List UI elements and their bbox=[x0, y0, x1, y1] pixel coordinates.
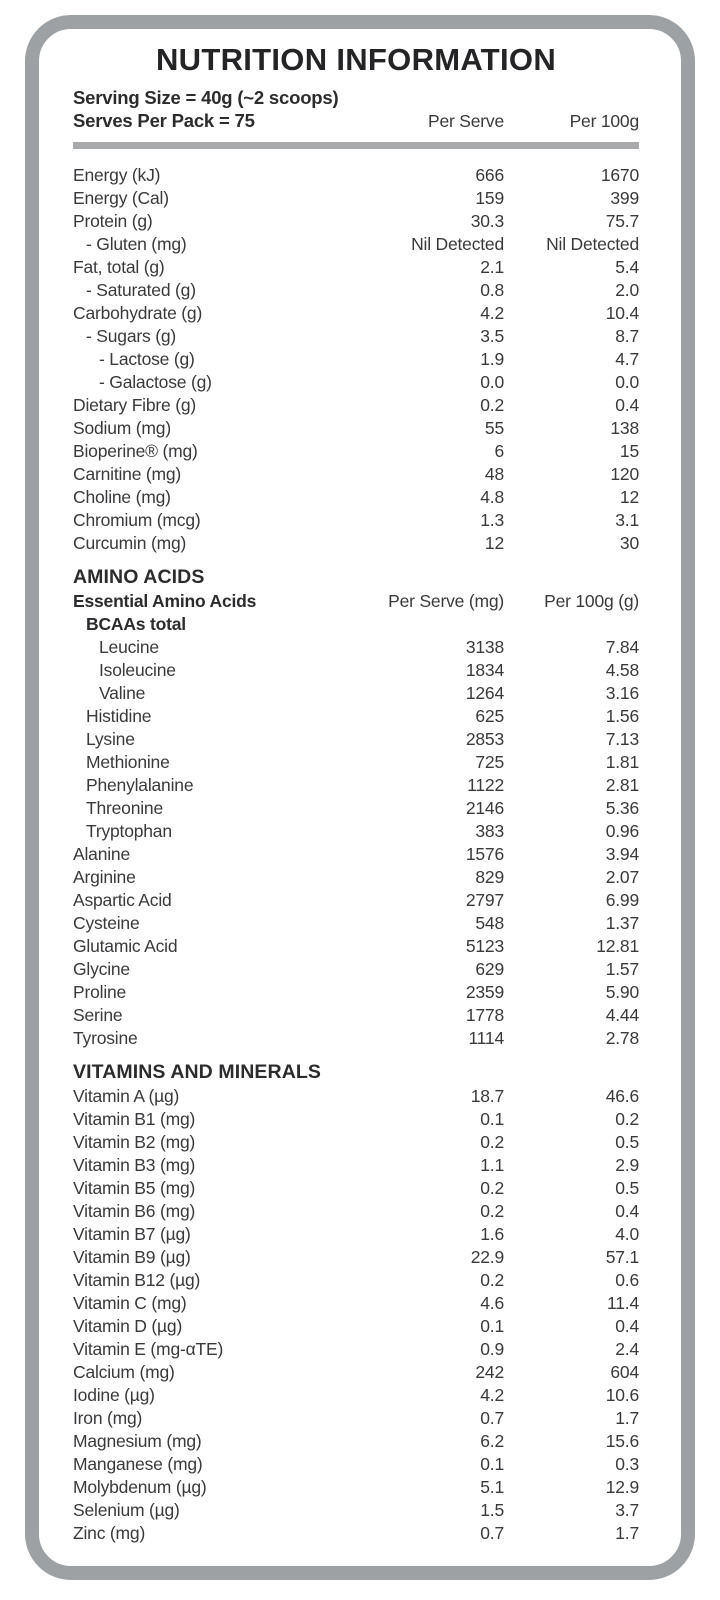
per-serve-value: 0.2 bbox=[480, 395, 504, 415]
table-row bbox=[73, 279, 639, 302]
per-serve-value: 1.1 bbox=[480, 1155, 504, 1175]
section-heading: VITAMINS AND MINERALS bbox=[73, 1061, 322, 1083]
per-100g-value: 57.1 bbox=[605, 1247, 639, 1267]
per-serve-value: 1.6 bbox=[480, 1224, 504, 1244]
row-label: Vitamin B7 (µg) bbox=[73, 1224, 191, 1244]
table-row bbox=[73, 613, 639, 636]
table-row bbox=[73, 981, 639, 1004]
table-row bbox=[73, 797, 639, 820]
per-100g-value: 7.13 bbox=[605, 729, 639, 749]
per-100g-value: 3.7 bbox=[615, 1500, 639, 1520]
per-serve-value: 1576 bbox=[465, 844, 504, 864]
per-serve-value: 725 bbox=[475, 752, 504, 772]
per-100g-value: 12.81 bbox=[596, 936, 639, 956]
table-row bbox=[73, 843, 639, 866]
table-row bbox=[73, 1315, 639, 1338]
per-100g-value: 5.4 bbox=[615, 257, 639, 277]
per-serve-value: 0.0 bbox=[480, 372, 504, 392]
table-row bbox=[73, 164, 639, 187]
table-row bbox=[73, 1338, 639, 1361]
serving-info-block bbox=[73, 87, 639, 132]
per-100g-value: 2.78 bbox=[605, 1028, 639, 1048]
per-serve-value: 0.1 bbox=[480, 1454, 504, 1474]
table-row bbox=[73, 1476, 639, 1499]
subheader-label: Essential Amino Acids bbox=[73, 591, 257, 611]
row-label: Vitamin A (µg) bbox=[73, 1086, 180, 1106]
row-label: Vitamin C (mg) bbox=[73, 1293, 187, 1313]
per-serve-value: 4.6 bbox=[480, 1293, 504, 1313]
per-100g-value: 1.56 bbox=[605, 706, 639, 726]
table-row bbox=[73, 348, 639, 371]
per-serve-value: 0.9 bbox=[480, 1339, 504, 1359]
section-heading: AMINO ACIDS bbox=[73, 566, 205, 588]
per-100g-value: 0.3 bbox=[615, 1454, 639, 1474]
row-label: Isoleucine bbox=[99, 660, 176, 680]
per-serve-value: 2853 bbox=[465, 729, 504, 749]
per-serve-value: 666 bbox=[475, 165, 504, 185]
per-100g-value: 1.7 bbox=[615, 1408, 639, 1428]
per-100g-value: 2.4 bbox=[615, 1339, 639, 1359]
row-label: - Galactose (g) bbox=[99, 372, 212, 392]
per-serve-value: 18.7 bbox=[470, 1086, 504, 1106]
table-row bbox=[73, 1361, 639, 1384]
row-label: Proline bbox=[73, 982, 127, 1002]
table-row bbox=[73, 1085, 639, 1108]
per-100g-value: 0.2 bbox=[615, 1109, 639, 1129]
per-100g-value: 399 bbox=[610, 188, 639, 208]
table-row bbox=[73, 682, 639, 705]
per-serve-value: 6.2 bbox=[480, 1431, 504, 1451]
per-100g-value: 8.7 bbox=[615, 326, 639, 346]
per-100g-value: 4.58 bbox=[605, 660, 639, 680]
table-row bbox=[73, 751, 639, 774]
per-100g-value: 138 bbox=[610, 418, 639, 438]
per-100g-value: 75.7 bbox=[605, 211, 639, 231]
table-row bbox=[73, 1384, 639, 1407]
nutrition-sections-container bbox=[73, 164, 639, 1545]
per-serve-value: 22.9 bbox=[470, 1247, 504, 1267]
table-row bbox=[73, 302, 639, 325]
row-label: Vitamin B5 (mg) bbox=[73, 1178, 196, 1198]
per-serve-value: 383 bbox=[475, 821, 504, 841]
per-serve-value: 2797 bbox=[465, 890, 504, 910]
row-label: Energy (kJ) bbox=[73, 165, 161, 185]
table-row bbox=[73, 417, 639, 440]
per-100g-value: 7.84 bbox=[605, 637, 639, 657]
table-row bbox=[73, 1004, 639, 1027]
per-100g-value: 604 bbox=[610, 1362, 639, 1382]
panel-title: NUTRITION INFORMATION bbox=[155, 42, 557, 77]
row-label: BCAAs total bbox=[86, 614, 186, 634]
row-label: Zinc (mg) bbox=[73, 1523, 146, 1543]
per-serve-value: 0.2 bbox=[480, 1201, 504, 1221]
per-100g-value: 11.4 bbox=[607, 1293, 639, 1313]
per-100g-value: 3.1 bbox=[615, 510, 639, 530]
table-row bbox=[73, 1177, 639, 1200]
table-row bbox=[73, 1430, 639, 1453]
table-row bbox=[73, 636, 639, 659]
table-row bbox=[73, 1269, 639, 1292]
row-label: Alanine bbox=[73, 844, 130, 864]
per-100g-value: 0.6 bbox=[615, 1270, 639, 1290]
per-100g-value: 4.44 bbox=[605, 1005, 639, 1025]
per-100g-value: 0.4 bbox=[615, 1201, 639, 1221]
section-subheader-row bbox=[73, 590, 639, 613]
per-100g-value: 0.0 bbox=[615, 372, 639, 392]
row-label: Carnitine (mg) bbox=[73, 464, 182, 484]
row-label: Aspartic Acid bbox=[73, 890, 172, 910]
per-serve-value: 5123 bbox=[465, 936, 504, 956]
per-serve-value: 4.8 bbox=[480, 487, 504, 507]
row-label: Serine bbox=[73, 1005, 123, 1025]
nutrition-information-panel bbox=[25, 15, 695, 1580]
table-row bbox=[73, 1407, 639, 1430]
per-serve-value: 0.1 bbox=[480, 1316, 504, 1336]
per-100g-value: 1.81 bbox=[605, 752, 639, 772]
column-header-per-100g: Per 100g bbox=[569, 110, 639, 131]
per-serve-value: 1.3 bbox=[480, 510, 504, 530]
per-serve-value: 2.1 bbox=[480, 257, 504, 277]
table-row bbox=[73, 325, 639, 348]
per-100g-value: 15 bbox=[619, 441, 639, 461]
per-serve-value: 0.7 bbox=[480, 1523, 504, 1543]
row-label: Tryptophan bbox=[86, 821, 172, 841]
per-100g-value: 46.6 bbox=[605, 1086, 639, 1106]
header-divider bbox=[73, 142, 639, 149]
table-row bbox=[73, 233, 639, 256]
per-serve-value: 548 bbox=[475, 913, 504, 933]
per-serve-value: 4.2 bbox=[480, 303, 504, 323]
per-serve-value: 0.7 bbox=[480, 1408, 504, 1428]
per-serve-value: 5.1 bbox=[480, 1477, 504, 1497]
table-row bbox=[73, 1154, 639, 1177]
per-serve-value: 12 bbox=[484, 533, 504, 553]
table-row bbox=[73, 1499, 639, 1522]
per-100g-value: Nil Detected bbox=[546, 234, 639, 254]
row-label: Manganese (mg) bbox=[73, 1454, 203, 1474]
row-label: Histidine bbox=[86, 706, 152, 726]
row-label: Vitamin B12 (µg) bbox=[73, 1270, 201, 1290]
per-100g-value: 5.36 bbox=[605, 798, 639, 818]
per-100g-value: 1.57 bbox=[605, 959, 639, 979]
row-label: Threonine bbox=[86, 798, 164, 818]
per-serve-value: 48 bbox=[484, 464, 504, 484]
per-serve-value bbox=[384, 613, 504, 636]
table-row bbox=[73, 705, 639, 728]
row-label: Choline (mg) bbox=[73, 487, 171, 507]
row-label: Vitamin D (µg) bbox=[73, 1316, 183, 1336]
per-serve-value: 0.1 bbox=[480, 1109, 504, 1129]
per-100g-value: 2.81 bbox=[605, 775, 639, 795]
table-row bbox=[73, 187, 639, 210]
row-label: Bioperine® (mg) bbox=[73, 441, 198, 461]
per-serve-value: 3.5 bbox=[480, 326, 504, 346]
section-main-nutrients bbox=[73, 164, 639, 555]
per-100g-value: 12.9 bbox=[605, 1477, 639, 1497]
table-row bbox=[73, 463, 639, 486]
per-100g-value: 3.94 bbox=[605, 844, 639, 864]
per-serve-value: 4.2 bbox=[480, 1385, 504, 1405]
per-100g-value: 2.07 bbox=[605, 867, 639, 887]
row-label: Molybdenum (µg) bbox=[73, 1477, 207, 1497]
per-100g-value: 12 bbox=[619, 487, 639, 507]
per-serve-value: 0.8 bbox=[480, 280, 504, 300]
row-label: Vitamin B2 (mg) bbox=[73, 1132, 196, 1152]
table-row bbox=[73, 210, 639, 233]
per-100g-value: 30 bbox=[619, 533, 639, 553]
table-row bbox=[73, 1453, 639, 1476]
per-serve-value: 0.2 bbox=[480, 1132, 504, 1152]
table-row bbox=[73, 440, 639, 463]
per-serve-value: 2146 bbox=[465, 798, 504, 818]
row-label: Vitamin B1 (mg) bbox=[73, 1109, 196, 1129]
table-row bbox=[73, 912, 639, 935]
table-row bbox=[73, 1027, 639, 1050]
per-100g-value: 6.99 bbox=[605, 890, 639, 910]
row-label: Vitamin B9 (µg) bbox=[73, 1247, 191, 1267]
row-label: Chromium (mcg) bbox=[73, 510, 201, 530]
row-label: - Saturated (g) bbox=[86, 280, 196, 300]
per-serve-value: 629 bbox=[475, 959, 504, 979]
row-label: Energy (Cal) bbox=[73, 188, 169, 208]
table-row bbox=[73, 394, 639, 417]
serving-size-line: Serving Size = 40g (~2 scoops) bbox=[73, 87, 339, 108]
per-100g-value: 2.9 bbox=[615, 1155, 639, 1175]
per-serve-value: 242 bbox=[475, 1362, 504, 1382]
row-label: Magnesium (mg) bbox=[73, 1431, 202, 1451]
row-label: Tyrosine bbox=[73, 1028, 138, 1048]
row-label: Vitamin B6 (mg) bbox=[73, 1201, 196, 1221]
per-100g-value: 0.4 bbox=[615, 395, 639, 415]
section-amino-acids bbox=[73, 565, 639, 1050]
per-100g-value: 0.5 bbox=[615, 1178, 639, 1198]
subheader-per-serve: Per Serve (mg) bbox=[388, 591, 504, 611]
subheader-per-100g: Per 100g (g) bbox=[544, 591, 639, 611]
table-row bbox=[73, 889, 639, 912]
row-label: Vitamin B3 (mg) bbox=[73, 1155, 196, 1175]
row-label: Valine bbox=[99, 683, 146, 703]
per-serve-value: 1778 bbox=[465, 1005, 504, 1025]
table-row bbox=[73, 958, 639, 981]
per-100g-value: 0.4 bbox=[615, 1316, 639, 1336]
per-serve-value: Nil Detected bbox=[411, 234, 504, 254]
per-100g-value bbox=[504, 613, 639, 636]
row-label: Calcium (mg) bbox=[73, 1362, 175, 1382]
per-serve-value: 1264 bbox=[465, 683, 504, 703]
table-row bbox=[73, 371, 639, 394]
per-serve-value: 1114 bbox=[468, 1028, 504, 1048]
per-serve-value: 625 bbox=[475, 706, 504, 726]
row-label: Vitamin E (mg-αTE) bbox=[73, 1339, 224, 1359]
per-100g-value: 4.7 bbox=[615, 349, 639, 369]
row-label: - Sugars (g) bbox=[86, 326, 176, 346]
per-100g-value: 1.37 bbox=[605, 913, 639, 933]
table-row bbox=[73, 532, 639, 555]
row-label: Carbohydrate (g) bbox=[73, 303, 203, 323]
row-label: Cysteine bbox=[73, 913, 140, 933]
per-serve-value: 55 bbox=[484, 418, 504, 438]
table-row bbox=[73, 1108, 639, 1131]
per-100g-value: 4.0 bbox=[615, 1224, 639, 1244]
row-label: Dietary Fibre (g) bbox=[73, 395, 197, 415]
per-serve-value: 1834 bbox=[465, 660, 504, 680]
per-serve-value: 2359 bbox=[465, 982, 504, 1002]
row-label: Curcumin (mg) bbox=[73, 533, 187, 553]
table-row bbox=[73, 1292, 639, 1315]
row-label: Fat, total (g) bbox=[73, 257, 165, 277]
table-row bbox=[73, 509, 639, 532]
row-label: Sodium (mg) bbox=[73, 418, 171, 438]
row-label: - Lactose (g) bbox=[99, 349, 195, 369]
serves-per-pack-line: Serves Per Pack = 75 bbox=[73, 109, 255, 131]
row-label: Glycine bbox=[73, 959, 130, 979]
table-row bbox=[73, 659, 639, 682]
column-header-per-serve: Per Serve bbox=[427, 110, 504, 131]
per-serve-value: 0.2 bbox=[480, 1178, 504, 1198]
table-row bbox=[73, 1522, 639, 1545]
row-label: Leucine bbox=[99, 637, 159, 657]
row-label: Glutamic Acid bbox=[73, 936, 178, 956]
per-serve-value: 30.3 bbox=[470, 211, 504, 231]
per-serve-value: 6 bbox=[494, 441, 504, 461]
per-100g-value: 15.6 bbox=[605, 1431, 639, 1451]
row-label: Phenylalanine bbox=[86, 775, 194, 795]
table-row bbox=[73, 820, 639, 843]
table-row bbox=[73, 866, 639, 889]
table-row bbox=[73, 728, 639, 751]
row-label: Protein (g) bbox=[73, 211, 153, 231]
per-serve-value: 829 bbox=[475, 867, 504, 887]
per-serve-value: 1.5 bbox=[480, 1500, 504, 1520]
row-label: Selenium (µg) bbox=[73, 1500, 180, 1520]
table-row bbox=[73, 774, 639, 797]
table-row bbox=[73, 1200, 639, 1223]
per-100g-value: 120 bbox=[610, 464, 639, 484]
section-vitamins-minerals bbox=[73, 1060, 639, 1545]
table-row bbox=[73, 256, 639, 279]
per-100g-value: 2.0 bbox=[615, 280, 639, 300]
table-row bbox=[73, 1223, 639, 1246]
per-serve-value: 1122 bbox=[467, 775, 504, 795]
row-label: Methionine bbox=[86, 752, 170, 772]
row-label: - Gluten (mg) bbox=[86, 234, 187, 254]
table-row bbox=[73, 1246, 639, 1269]
row-label: Arginine bbox=[73, 867, 136, 887]
per-100g-value: 1670 bbox=[600, 165, 639, 185]
per-serve-value: 0.2 bbox=[480, 1270, 504, 1290]
per-100g-value: 5.90 bbox=[605, 982, 639, 1002]
per-100g-value: 1.7 bbox=[615, 1523, 639, 1543]
per-serve-value: 1.9 bbox=[480, 349, 504, 369]
per-100g-value: 10.6 bbox=[605, 1385, 639, 1405]
per-serve-value: 159 bbox=[475, 188, 504, 208]
per-100g-value: 10.4 bbox=[605, 303, 639, 323]
serves-and-column-headers-row bbox=[73, 110, 639, 133]
per-100g-value: 0.5 bbox=[615, 1132, 639, 1152]
table-row bbox=[73, 1131, 639, 1154]
row-label: Iron (mg) bbox=[73, 1408, 143, 1428]
row-label: Lysine bbox=[86, 729, 135, 749]
row-label: Iodine (µg) bbox=[73, 1385, 155, 1405]
table-row bbox=[73, 486, 639, 509]
per-100g-value: 0.96 bbox=[605, 821, 639, 841]
table-row bbox=[73, 935, 639, 958]
per-serve-value: 3138 bbox=[465, 637, 504, 657]
per-100g-value: 3.16 bbox=[605, 683, 639, 703]
